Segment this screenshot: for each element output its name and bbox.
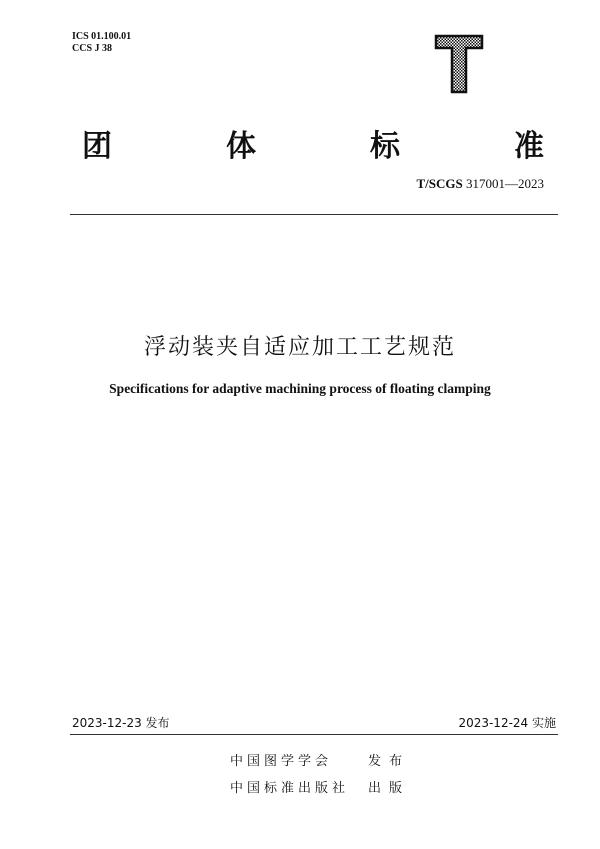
publisher-role: 发布	[368, 754, 411, 769]
group-standard-t-logo	[434, 34, 484, 94]
ccs-code: CCS J 38	[72, 43, 113, 54]
category-char: 团	[82, 129, 112, 164]
standard-code: 317001—2023	[466, 176, 544, 191]
top-divider	[70, 214, 558, 215]
publisher-name: 中国标准出版社	[230, 781, 350, 796]
category-char: 体	[226, 129, 256, 164]
title-english: Specifications for adaptive machining process of floating clamping	[109, 381, 491, 396]
bottom-divider	[70, 734, 558, 735]
standard-category	[0, 121, 600, 164]
publisher-role: 出版	[368, 781, 411, 796]
implementation-date: 2023-12-24 实施	[458, 716, 556, 730]
publisher-name: 中国图学学会	[230, 754, 333, 769]
standard-prefix: T/SCGS	[416, 176, 463, 191]
title-chinese: 浮动装夹自适应加工工艺规范	[143, 335, 456, 360]
issue-date: 2023-12-23 发布	[72, 716, 170, 730]
ics-code: ICS 01.100.01	[72, 31, 132, 42]
category-char: 准	[514, 129, 544, 164]
standard-number	[417, 176, 545, 192]
classification-codes	[72, 31, 131, 55]
category-char: 标	[370, 129, 400, 164]
